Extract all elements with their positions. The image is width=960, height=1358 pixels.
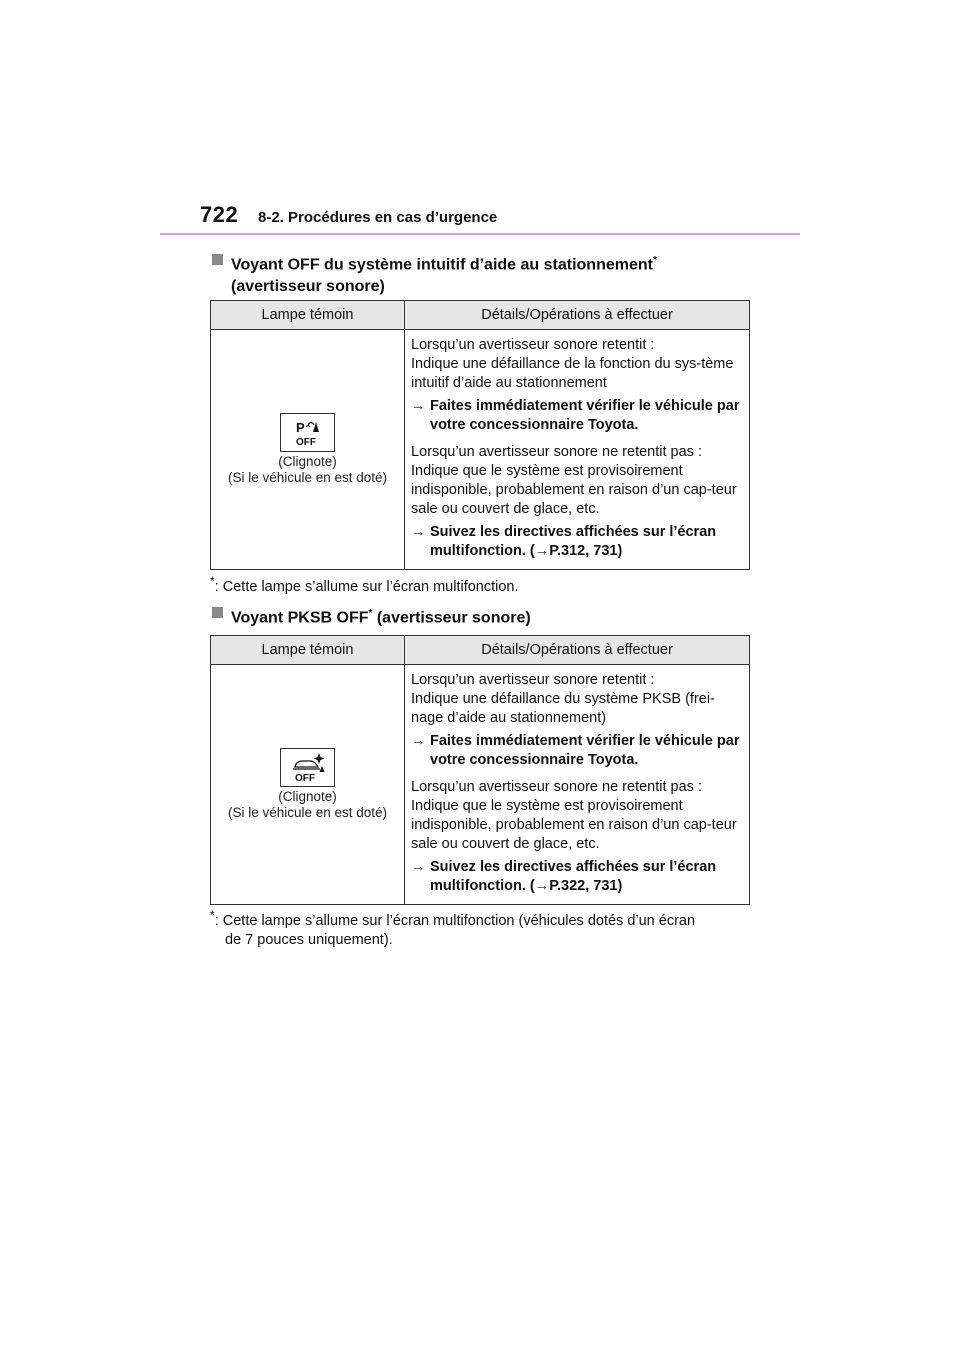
parking-assist-off-icon bbox=[280, 413, 335, 452]
lamp-availability-caption: (Si le véhicule en est doté) bbox=[227, 470, 388, 485]
section-heading-parking-assist bbox=[212, 250, 657, 298]
details-cell bbox=[405, 665, 750, 905]
section-title-line1: Voyant OFF du système intuitif d’aide au stationnement bbox=[231, 256, 653, 274]
section-title-part1: Voyant PKSB OFF bbox=[231, 609, 369, 627]
arrow-icon: → bbox=[411, 398, 426, 414]
chapter-title: 8-2. Procédures en cas d’urgence bbox=[258, 209, 498, 226]
warning-table-pksb bbox=[210, 635, 750, 905]
action-contact-dealer: → Faites immédiatement vérifier le véhicule par votre concessionnaire Toyota. bbox=[411, 398, 740, 433]
footnote-marker: * bbox=[652, 255, 657, 266]
svg-text:P: P bbox=[295, 419, 305, 435]
warning-table-parking-assist bbox=[210, 300, 750, 570]
pksb-off-icon bbox=[280, 748, 335, 787]
condition-not-sounding: Lorsqu’un avertisseur sonore ne retentit pas : Indique que le système est provisoirement indisponible, probablement en raison d’un cap-teur sale ou couvert de glace, etc. bbox=[411, 444, 737, 517]
column-header-details: Détails/Opérations à effectuer bbox=[405, 636, 750, 665]
section-title-part2: (avertisseur sonore) bbox=[372, 609, 531, 627]
footnote-pksb: *: Cette lampe s’allume sur l’écran multifonction (véhicules dotés d’un écran de 7 pouces uniquement). bbox=[210, 908, 696, 948]
arrow-icon: → bbox=[411, 859, 426, 875]
action-contact-dealer: → Faites immédiatement vérifier le véhicule par votre concessionnaire Toyota. bbox=[411, 733, 740, 768]
details-cell bbox=[405, 330, 750, 570]
header-rule bbox=[160, 233, 800, 235]
condition-not-sounding: Lorsqu’un avertisseur sonore ne retentit pas : Indique que le système est provisoirement indisponible, probablement en raison d’un cap-teur sale ou couvert de glace, etc. bbox=[411, 779, 737, 852]
column-header-lamp: Lampe témoin bbox=[211, 636, 405, 665]
bullet-square-icon bbox=[212, 607, 223, 618]
lamp-state-caption: (Clignote) bbox=[278, 454, 337, 469]
action-follow-display: → Suivez les directives affichées sur l’écran multifonction. (→P.322, 731) bbox=[411, 859, 717, 894]
lamp-state-caption: (Clignote) bbox=[278, 789, 337, 804]
lamp-availability-caption: (Si le véhicule en est doté) bbox=[227, 805, 388, 820]
section-heading-pksb bbox=[212, 603, 531, 629]
column-header-lamp: Lampe témoin bbox=[211, 301, 405, 330]
section-title-line2: (avertisseur sonore) bbox=[231, 278, 385, 296]
svg-text:OFF: OFF bbox=[294, 772, 315, 783]
bullet-square-icon bbox=[212, 254, 223, 265]
svg-text:OFF: OFF bbox=[295, 436, 316, 448]
condition-sounding: Lorsqu’un avertisseur sonore retentit : Indique une défaillance de la fonction du sys-tème intuitif d’aide au stationnement bbox=[411, 337, 734, 391]
column-header-details: Détails/Opérations à effectuer bbox=[405, 301, 750, 330]
arrow-icon: → bbox=[411, 524, 426, 540]
action-follow-display: → Suivez les directives affichées sur l’écran multifonction. (→P.312, 731) bbox=[411, 524, 717, 559]
footnote-marker: * bbox=[368, 608, 373, 619]
page-number: 722 bbox=[200, 202, 239, 227]
arrow-icon: → bbox=[411, 733, 426, 749]
lamp-cell bbox=[211, 665, 405, 905]
footnote-parking-assist: *: Cette lampe s’allume sur l’écran multifonction. bbox=[210, 574, 519, 595]
condition-sounding: Lorsqu’un avertisseur sonore retentit : Indique une défaillance du système PKSB (frei-nage d’aide au stationnement) bbox=[411, 672, 715, 726]
lamp-cell bbox=[211, 330, 405, 570]
